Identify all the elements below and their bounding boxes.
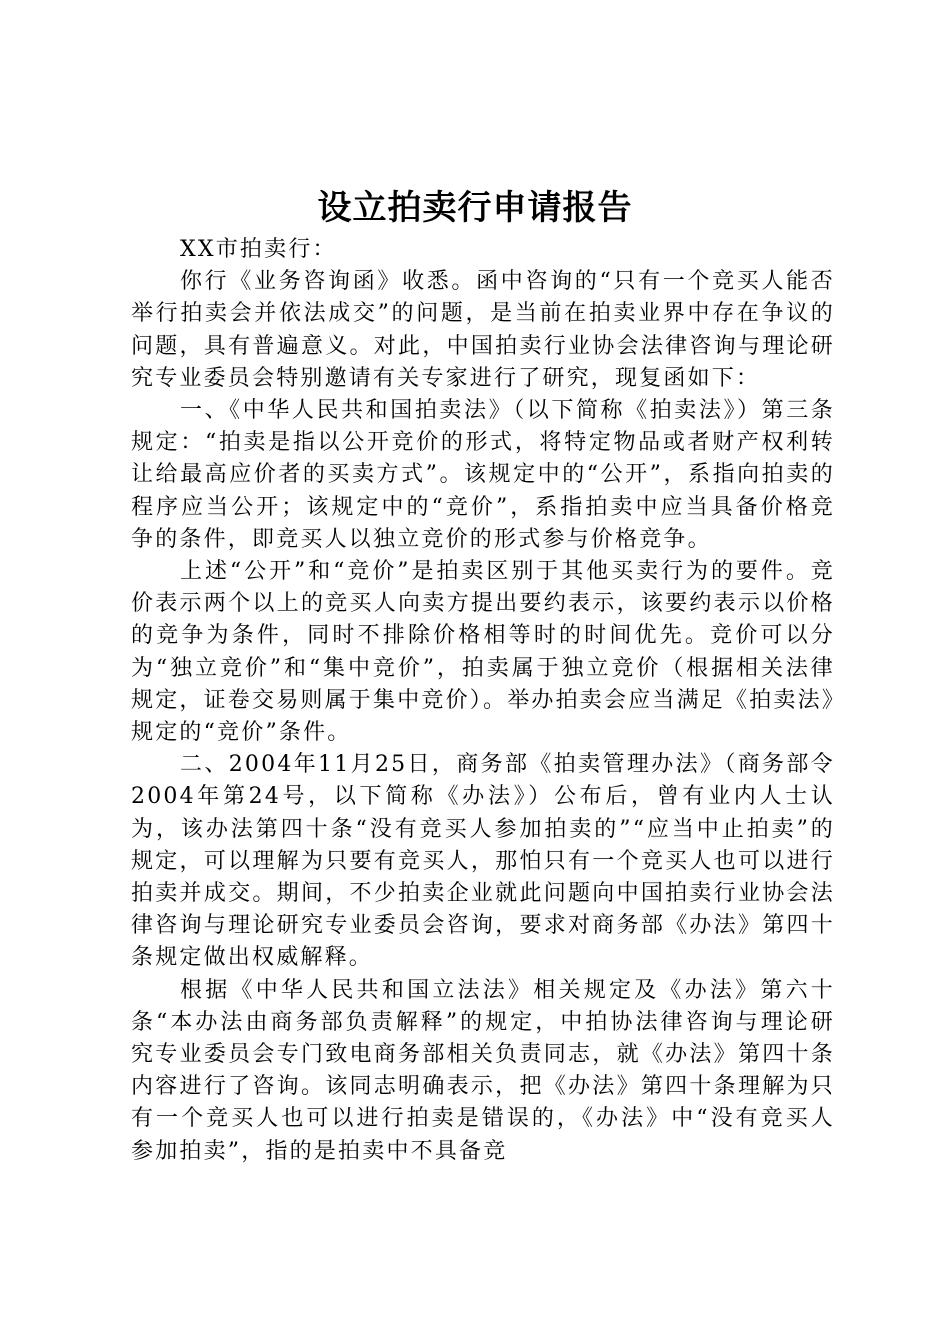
paragraph-4: 二、2004年11月25日，商务部《拍卖管理办法》（商务部令2004年第24号，以下简称《办法》）公布后，曾有业内人士认为，该办法第四十条“没有竞买人参加拍卖的”“应当中止拍卖”的规定，可以理解为只要有竞买人，那怕只有一个竞买人也可以进行拍卖并成交。期间，不少拍卖企业就此问题向中国拍卖行业协会法律咨询与理论研究专业委员会咨询，要求对商务部《办法》第四十条规定做出权威解释。 <box>131 752 835 971</box>
document-title: 设立拍卖行申请报告 <box>317 188 633 228</box>
document-body <box>131 234 835 1168</box>
paragraph-1: 你行《业务咨询函》收悉。函中咨询的“只有一个竞买人能否举行拍卖会并依法成交”的问题，是当前在拍卖业界中存在争议的问题，具有普遍意义。对此，中国拍卖行业协会法律咨询与理论研究专业委员会特别邀请有关专家进行了研究，现复函如下： <box>131 269 835 391</box>
paragraph-3: 上述“公开”和“竞价”是拍卖区别于其他买卖行为的要件。竞价表示两个以上的竞买人向卖方提出要约表示，该要约表示以价格的竞争为条件，同时不排除价格相等时的时间优先。竞价可以分为“独立竞价”和“集中竞价”，拍卖属于独立竞价（根据相关法律规定，证卷交易则属于集中竞价）。举办拍卖会应当满足《拍卖法》规定的“竞价”条件。 <box>131 559 836 746</box>
paragraph-2: 一、《中华人民共和国拍卖法》（以下简称《拍卖法》）第三条规定：“拍卖是指以公开竞价的形式，将特定物品或者财产权利转让给最高应价者的买卖方式”。该规定中的“公开”，系指向拍卖的程序应当公开；该规定中的“竞价”，系指拍卖中应当具备价格竞争的条件，即竞买人以独立竞价的形式参与价格竞争。 <box>131 398 835 552</box>
salutation: XX市拍卖行： <box>180 237 337 262</box>
paragraph-5: 根据《中华人民共和国立法法》相关规定及《办法》第六十条“本办法由商务部负责解释”的规定，中拍协法律咨询与理论研究专业委员会专门致电商务部相关负责同志，就《办法》第四十条内容进行了咨询。该同志明确表示，把《办法》第四十条理解为只有一个竞买人也可以进行拍卖是错误的，《办法》中“没有竞买人参加拍卖”，指的是拍卖中不具备竞 <box>131 977 835 1164</box>
